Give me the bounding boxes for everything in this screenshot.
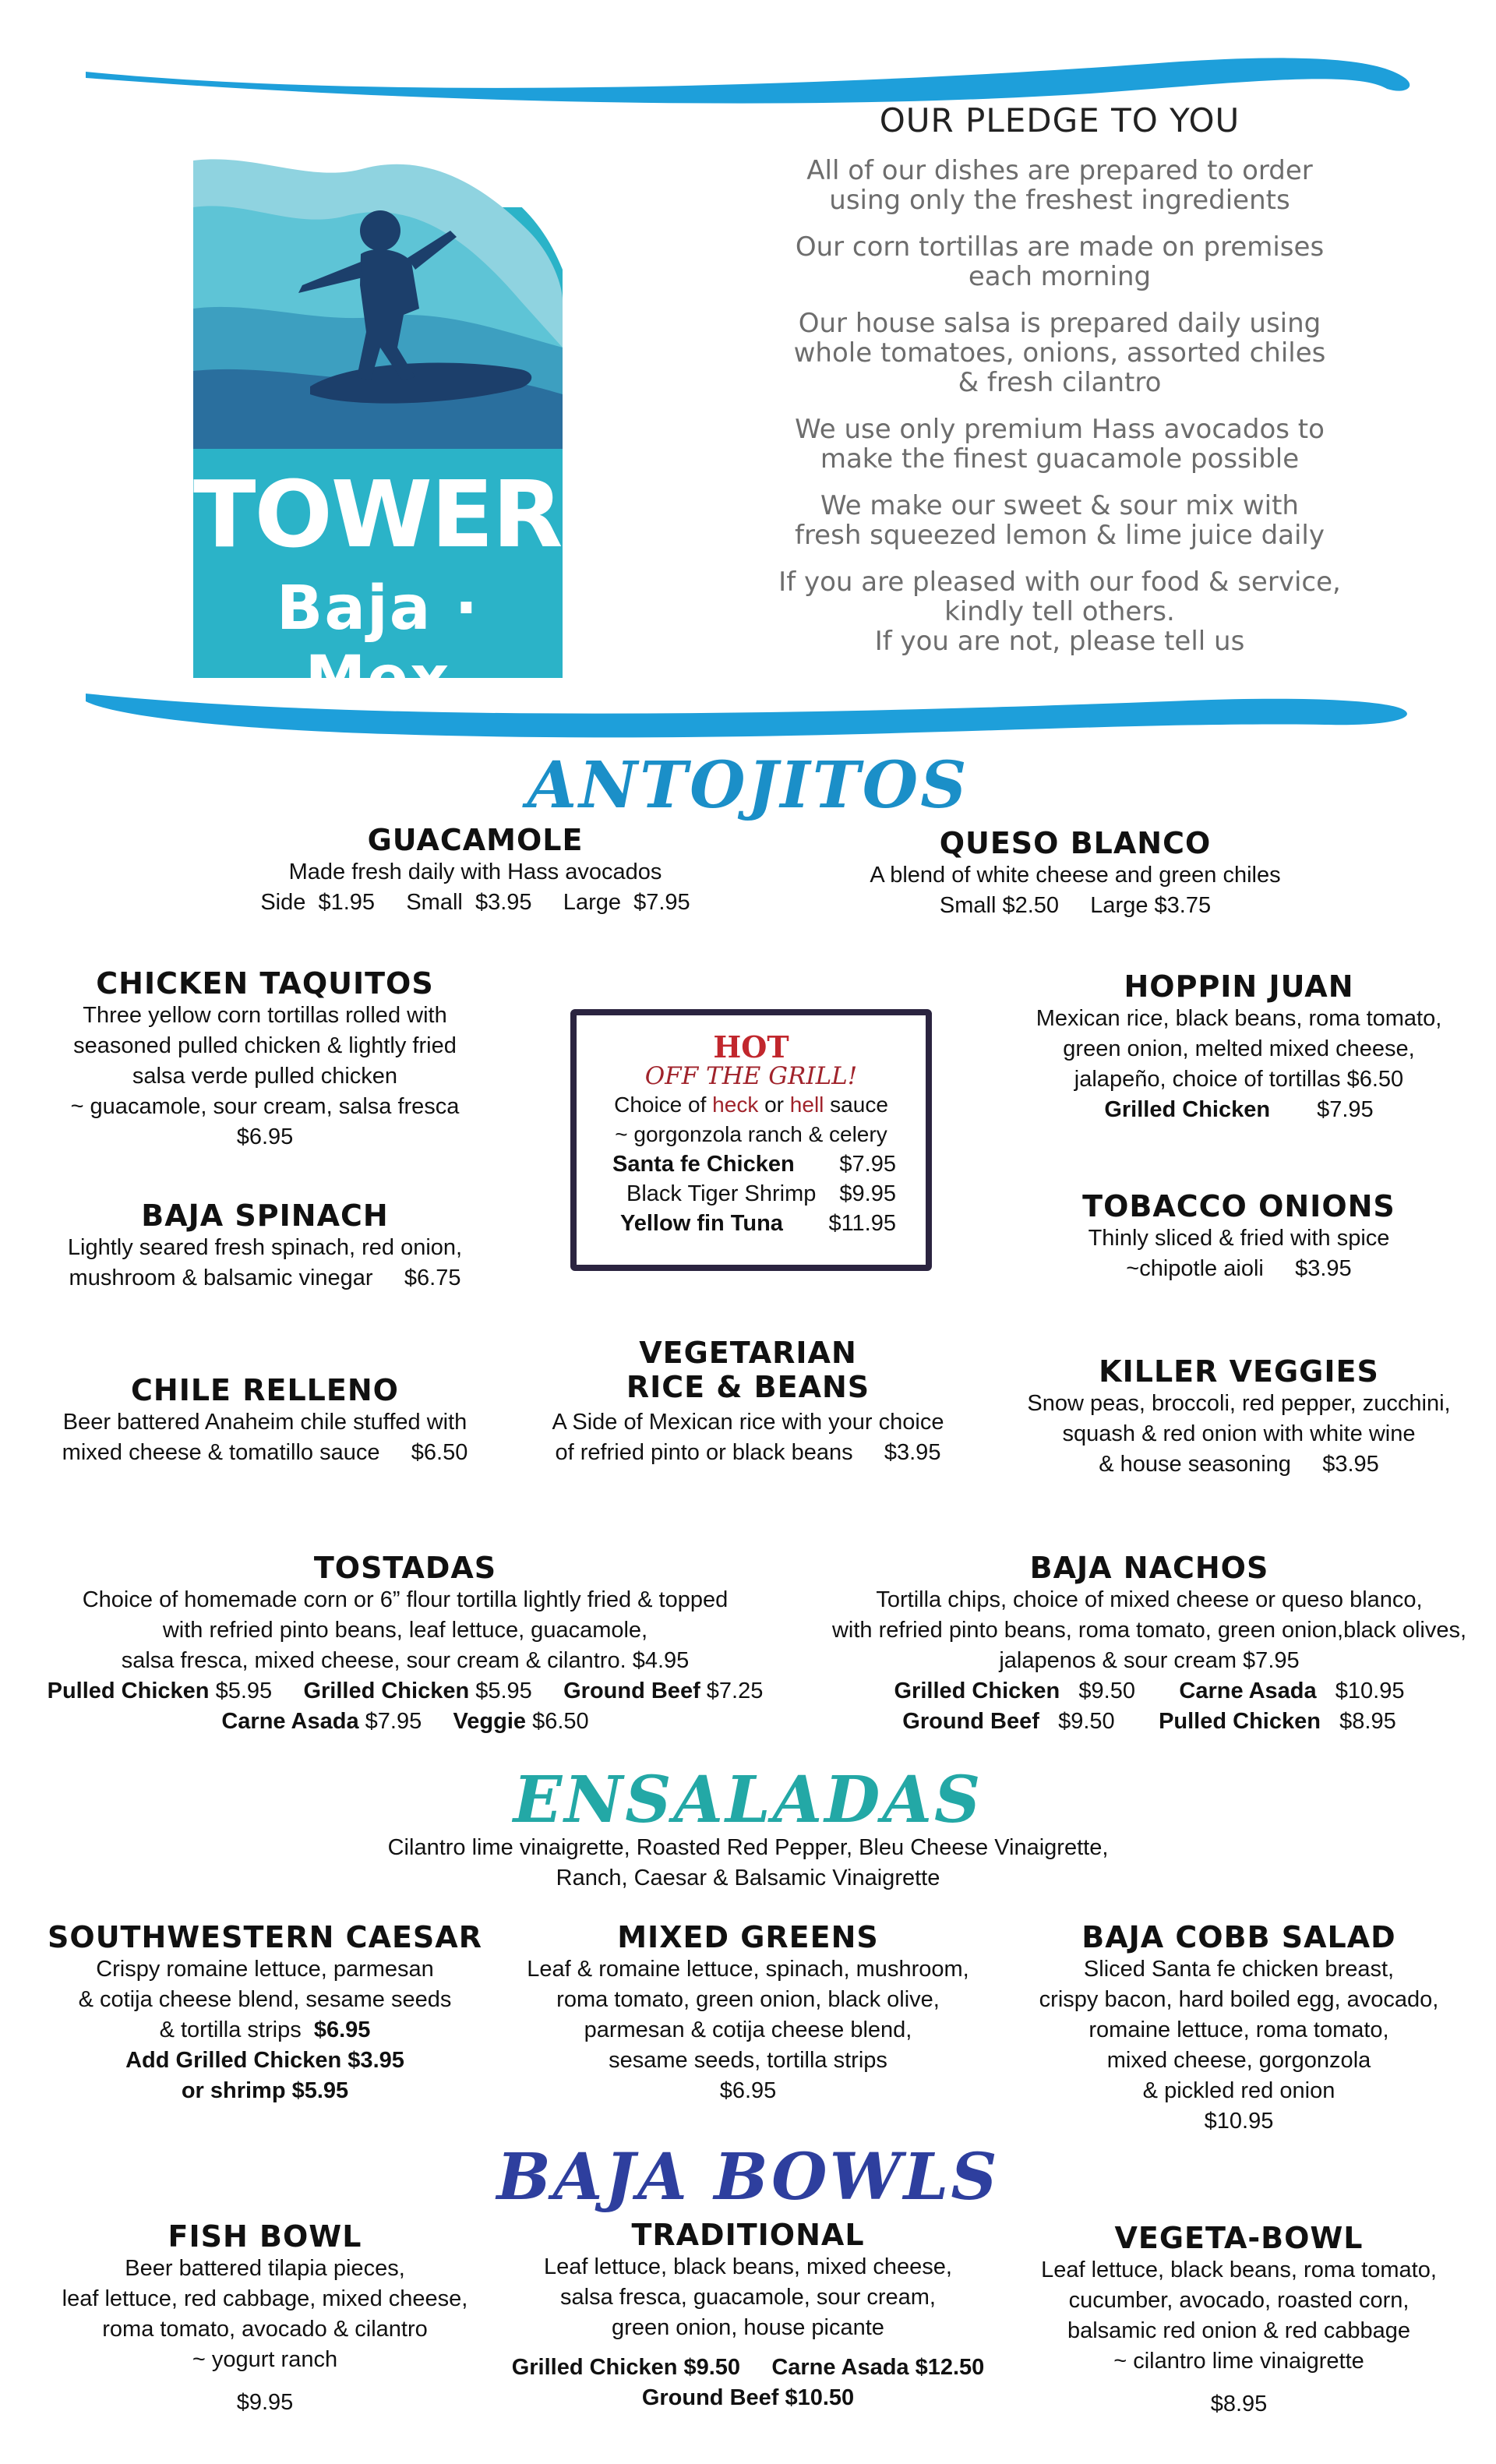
menu-item-southwestern-caesar (16, 1920, 514, 2106)
item-desc-line: romaine lettuce, roma tomato, (1088, 2017, 1389, 2042)
item-prices: Small $2.50 Large $3.75 (939, 893, 1212, 918)
pledge-list (717, 156, 1402, 656)
item-desc-line: & house seasoning $3.95 (1099, 1452, 1379, 1477)
item-desc-line: Leaf lettuce, black beans, roma tomato, (1041, 2257, 1437, 2282)
menu-item-fish-bowl (16, 2219, 514, 2418)
section-heading-antojitos: ANTOJITOS (527, 748, 969, 823)
option-row: Ground Beef $10.50 (641, 2385, 855, 2410)
item-desc-line: salsa verde pulled chicken (132, 1064, 398, 1089)
menu-item-tostadas (16, 1551, 795, 1737)
item-title: VEGETA-BOWL (1114, 2221, 1364, 2255)
menu-item-vegeta-bowl (990, 2221, 1488, 2420)
grill-item: Santa fe Chicken $7.95 (612, 1152, 896, 1177)
pledge-item: Our corn tortillas are made on premises each morning (795, 231, 1325, 292)
item-desc-line: & pickled red onion (1142, 2078, 1335, 2103)
menu-item-baja-spinach (31, 1198, 499, 1294)
item-title: TOBACCO ONIONS (1082, 1189, 1395, 1223)
option-row: Grilled Chicken $9.50 Carne Asada $10.95 (894, 1679, 1405, 1703)
item-desc-line: mixed cheese, gorgonzola (1106, 2048, 1371, 2073)
item-desc-line: cucumber, avocado, roasted corn, (1068, 2288, 1410, 2313)
item-price: $8.95 (1210, 2392, 1268, 2416)
item-title: TRADITIONAL (631, 2218, 865, 2252)
item-desc-line: green onion, house picante (612, 2315, 884, 2340)
item-title: QUESO BLANCO (939, 826, 1212, 860)
item-desc-line: Beer battered tilapia pieces, (125, 2256, 405, 2281)
sauce-note: ~ gorgonzola ranch & celery (615, 1122, 887, 1146)
item-desc-line: mixed cheese & tomatillo sauce $6.50 (62, 1440, 468, 1465)
item-title: BAJA NACHOS (1029, 1551, 1269, 1585)
grill-label: OFF THE GRILL! (644, 1062, 858, 1090)
item-desc-line: Leaf & romaine lettuce, spinach, mushroom, (527, 1957, 969, 1982)
dressings-line: Ranch, Caesar & Balsamic Vinaigrette (556, 1866, 940, 1890)
item-desc-line: mushroom & balsamic vinegar $6.75 (69, 1266, 461, 1290)
grill-item: Yellow fin Tuna $11.95 (620, 1211, 896, 1236)
item-desc-line: crispy bacon, hard boiled egg, avocado, (1039, 1987, 1439, 2012)
item-desc-line: Leaf lettuce, black beans, mixed cheese, (544, 2254, 952, 2279)
menu-item-hoppin-juan (990, 969, 1488, 1125)
item-title: HOPPIN JUAN (1124, 969, 1354, 1004)
item-desc: Made fresh daily with Hass avocados (288, 860, 662, 884)
pledge-item: All of our dishes are prepared to order using only the freshest ingredients (806, 155, 1313, 216)
item-title: BAJA COBB SALAD (1081, 1920, 1396, 1954)
item-price: $6.95 (236, 1124, 294, 1149)
menu-item-baja-nachos (810, 1551, 1488, 1737)
item-desc-line: Choice of homemade corn or 6” flour tortilla lightly fried & topped (82, 1587, 729, 1612)
item-title: FISH BOWL (168, 2219, 362, 2254)
item-addon: Add Grilled Chicken $3.95 (125, 2048, 404, 2073)
item-desc-line: leaf lettuce, red cabbage, mixed cheese, (62, 2286, 468, 2311)
item-desc-line: Three yellow corn tortillas rolled with (83, 1003, 447, 1028)
item-desc-line: jalapenos & sour cream $7.95 (999, 1648, 1300, 1673)
item-desc-line: salsa fresca, mixed cheese, sour cream & cilantro. $4.95 (121, 1648, 690, 1673)
pledge-item: If you are pleased with our food & service, kindly tell others. If you are not, please tell us (778, 567, 1341, 657)
item-desc-line: squash & red onion with white wine (1062, 1421, 1416, 1446)
item-desc-line: A Side of Mexican rice with your choice (552, 1410, 944, 1435)
logo-title: TOWER7 (193, 461, 624, 568)
item-desc-line: Tortilla chips, choice of mixed cheese or queso blanco, (876, 1587, 1423, 1612)
item-title: KILLER VEGGIES (1099, 1354, 1379, 1389)
pledge-item: We make our sweet & sour mix with fresh squeezed lemon & lime juice daily (794, 490, 1325, 551)
item-title: BAJA SPINACH (141, 1198, 389, 1233)
item-title: MIXED GREENS (617, 1920, 879, 1954)
item-addon: or shrimp $5.95 (181, 2078, 349, 2103)
menu-item-killer-veggies (990, 1354, 1488, 1480)
hot-off-the-grill-box (570, 1009, 932, 1271)
option-row: Pulled Chicken $5.95 Grilled Chicken $5.95 Ground Beef $7.25 (47, 1679, 764, 1703)
item-title: TOSTADAS (313, 1551, 497, 1585)
header-wave-divider (0, 678, 1496, 748)
hot-label: HOT (713, 1029, 789, 1064)
item-title: GUACAMOLE (367, 823, 584, 857)
section-heading-baja-bowls: BAJA BOWLS (496, 2140, 1000, 2215)
menu-item-baja-cobb-salad (990, 1920, 1488, 2137)
item-desc-line: balsamic red onion & red cabbage (1067, 2318, 1411, 2343)
item-desc-line: of refried pinto or black beans $3.95 (555, 1440, 941, 1465)
grill-item: Black Tiger Shrimp $9.95 (626, 1181, 896, 1206)
menu-item-chile-relleno (31, 1373, 499, 1468)
tower7-logo (193, 114, 624, 714)
logo-subtitle: Baja · Mex (276, 574, 480, 714)
item-prices: Side $1.95 Small $3.95 Large $7.95 (260, 890, 690, 915)
menu-item-tobacco-onions (990, 1189, 1488, 1284)
menu-item-queso-blanco (779, 826, 1371, 921)
item-addon: Grilled Chicken $7.95 (1104, 1097, 1374, 1122)
item-desc-line: ~ yogurt ranch (192, 2347, 338, 2372)
item-desc-line: parmesan & cotija cheese blend, (584, 2017, 912, 2042)
section-heading-ensaladas: ENSALADAS (513, 1763, 983, 1837)
item-desc-line: seasoned pulled chicken & lightly fried (73, 1033, 457, 1058)
menu-item-vegetarian-rice-beans (506, 1336, 990, 1468)
dressings-list (0, 1833, 1496, 1894)
item-desc-line: & cotija cheese blend, sesame seeds (78, 1987, 452, 2012)
pledge-item: We use only premium Hass avocados to make the finest guacamole possible (795, 414, 1325, 475)
item-desc-line: Beer battered Anaheim chile stuffed with (62, 1410, 468, 1435)
item-desc-line: ~ cilantro lime vinaigrette (1113, 2349, 1364, 2374)
item-desc-line: Crispy romaine lettuce, parmesan (96, 1957, 434, 1982)
item-desc-line: salsa fresca, guacamole, sour cream, (560, 2285, 936, 2310)
item-title: VEGETARIAN (639, 1336, 857, 1370)
item-desc-line: with refried pinto beans, roma tomato, green onion,black olives, (831, 1618, 1467, 1643)
item-title: CHILE RELLENO (131, 1373, 399, 1407)
item-desc-line: ~ guacamole, sour cream, salsa fresca (70, 1094, 460, 1119)
sauce-line: Choice of heck or hell sauce (614, 1093, 888, 1117)
item-desc-line: Thinly sliced & fried with spice (1088, 1226, 1390, 1251)
item-desc-line: roma tomato, green onion, black olive, (556, 1987, 940, 2012)
item-desc-line: ~chipotle aioli $3.95 (1126, 1256, 1352, 1281)
item-price: $9.95 (236, 2390, 294, 2415)
option-row: Carne Asada $7.95 Veggie $6.50 (221, 1709, 589, 1734)
item-desc-line: & tortilla strips $6.95 (159, 2017, 371, 2042)
item-desc-line: green onion, melted mixed cheese, (1063, 1036, 1415, 1061)
item-desc-line: Lightly seared fresh spinach, red onion, (67, 1235, 463, 1260)
item-desc-line: with refried pinto beans, leaf lettuce, guacamole, (162, 1618, 648, 1643)
item-desc: A blend of white cheese and green chiles (870, 863, 1281, 888)
item-title: CHICKEN TAQUITOS (96, 966, 434, 1001)
item-desc-line: sesame seeds, tortilla strips (609, 2048, 887, 2073)
item-desc-line: Snow peas, broccoli, red pepper, zucchini, (1027, 1391, 1451, 1416)
menu-item-mixed-greens (499, 1920, 997, 2106)
top-wave-divider (0, 47, 1496, 109)
pledge-item: Our house salsa is prepared daily using whole tomatoes, onions, assorted chiles & fresh cilantro (793, 308, 1326, 398)
menu-item-guacamole (203, 823, 748, 918)
pledge-title: OUR PLEDGE TO YOU (879, 101, 1240, 139)
item-price: $6.95 (719, 2078, 777, 2103)
item-desc-line: jalapeño, choice of tortillas $6.50 (1074, 1067, 1404, 1092)
option-row: Grilled Chicken $9.50 Carne Asada $12.50 (511, 2355, 985, 2380)
item-desc-line: Mexican rice, black beans, roma tomato, (1036, 1006, 1442, 1031)
item-desc-line: Sliced Santa fe chicken breast, (1083, 1957, 1395, 1982)
item-desc-line: roma tomato, avocado & cilantro (102, 2317, 428, 2342)
menu-item-chicken-taquitos (31, 966, 499, 1153)
menu-item-traditional-bowl (483, 2218, 1013, 2413)
dressings-line: Cilantro lime vinaigrette, Roasted Red Pepper, Bleu Cheese Vinaigrette, (387, 1835, 1109, 1860)
item-title: SOUTHWESTERN CAESAR (48, 1920, 482, 1954)
item-price: $10.95 (1204, 2109, 1274, 2134)
item-title-line2: RICE & BEANS (626, 1370, 870, 1404)
option-row: Ground Beef $9.50 Pulled Chicken $8.95 (902, 1709, 1396, 1734)
